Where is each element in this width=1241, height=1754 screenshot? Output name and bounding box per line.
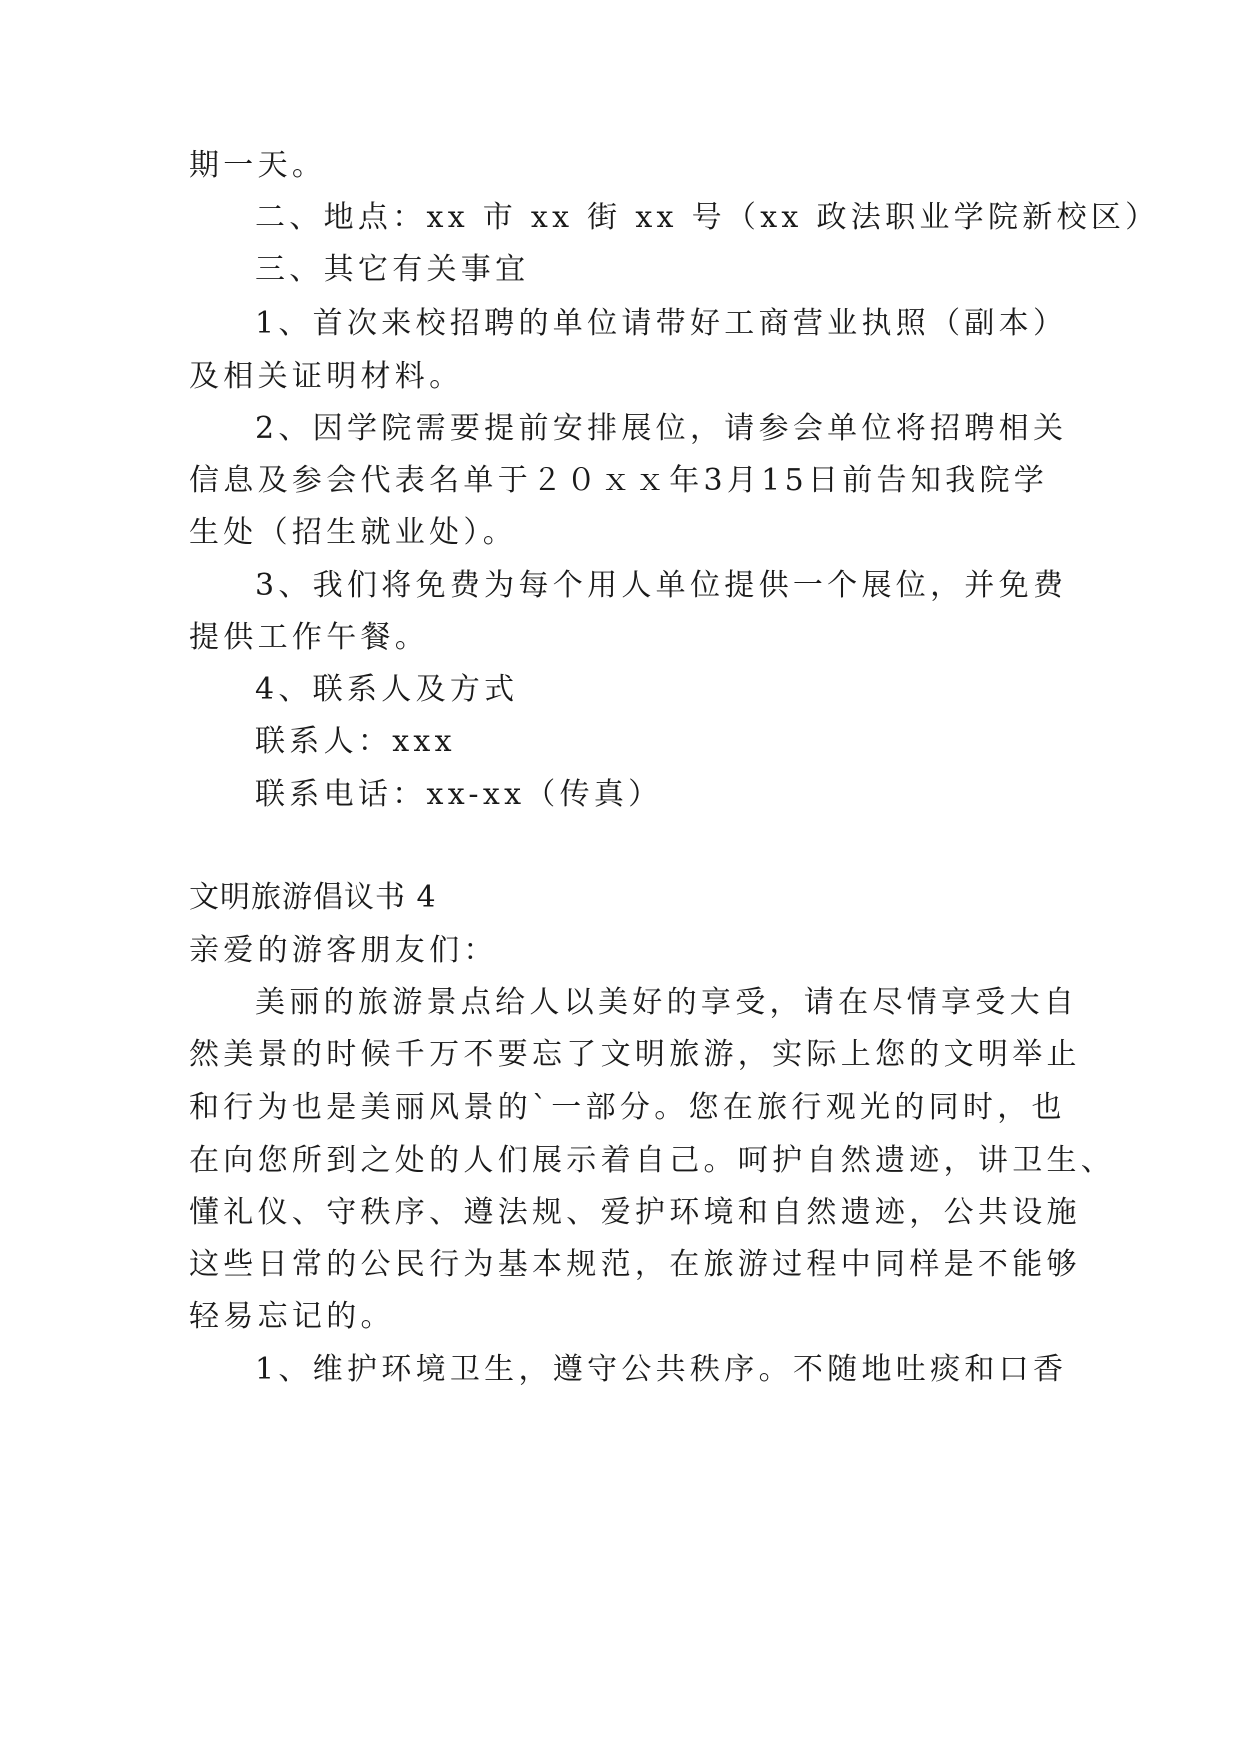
text-line: 和行为也是美丽风景的`一部分。您在旅行观光的同时，也 bbox=[189, 1090, 1066, 1125]
text-line: 信息及参会代表名单于２０ｘｘ年3月15日前告知我院学 bbox=[189, 463, 1049, 498]
text-line: 美丽的旅游景点给人以美好的享受，请在尽情享受大自 bbox=[255, 985, 1079, 1020]
text-line: 期一天。 bbox=[189, 148, 327, 183]
text-line: 1、维护环境卫生，遵守公共秩序。不随地吐痰和口香 bbox=[255, 1352, 1068, 1387]
document-title: 文明旅游倡议书 4 bbox=[189, 880, 437, 915]
text-line: 提供工作午餐。 bbox=[189, 620, 430, 655]
text-line: 二、地点：xx 市 xx 街 xx 号（xx 政法职业学院新校区） bbox=[255, 200, 1160, 235]
text-line: 生处（招生就业处）。 bbox=[189, 515, 517, 550]
text-line: 懂礼仪、守秩序、遵法规、爱护环境和自然遗迹，公共设施 bbox=[189, 1195, 1081, 1230]
text-line: 然美景的时候千万不要忘了文明旅游，实际上您的文明举止 bbox=[189, 1037, 1081, 1072]
salutation: 亲爱的游客朋友们： bbox=[189, 933, 498, 968]
text-line: 及相关证明材料。 bbox=[189, 359, 464, 394]
text-line: 3、我们将免费为每个用人单位提供一个展位，并免费 bbox=[255, 568, 1068, 603]
text-line: 这些日常的公民行为基本规范，在旅游过程中同样是不能够 bbox=[189, 1247, 1081, 1282]
section-heading: 三、其它有关事宜 bbox=[255, 252, 530, 287]
contact-person: 联系人：xxx bbox=[255, 724, 456, 759]
text-line: 4、联系人及方式 bbox=[255, 672, 519, 707]
text-line: 1、首次来校招聘的单位请带好工商营业执照（副本） bbox=[255, 306, 1068, 341]
text-line: 2、因学院需要提前安排展位，请参会单位将招聘相关 bbox=[255, 411, 1068, 446]
text-line: 在向您所到之处的人们展示着自己。呵护自然遗迹，讲卫生、 bbox=[189, 1143, 1116, 1178]
contact-phone: 联系电话：xx-xx（传真） bbox=[255, 777, 663, 812]
text-line: 轻易忘记的。 bbox=[189, 1299, 395, 1334]
